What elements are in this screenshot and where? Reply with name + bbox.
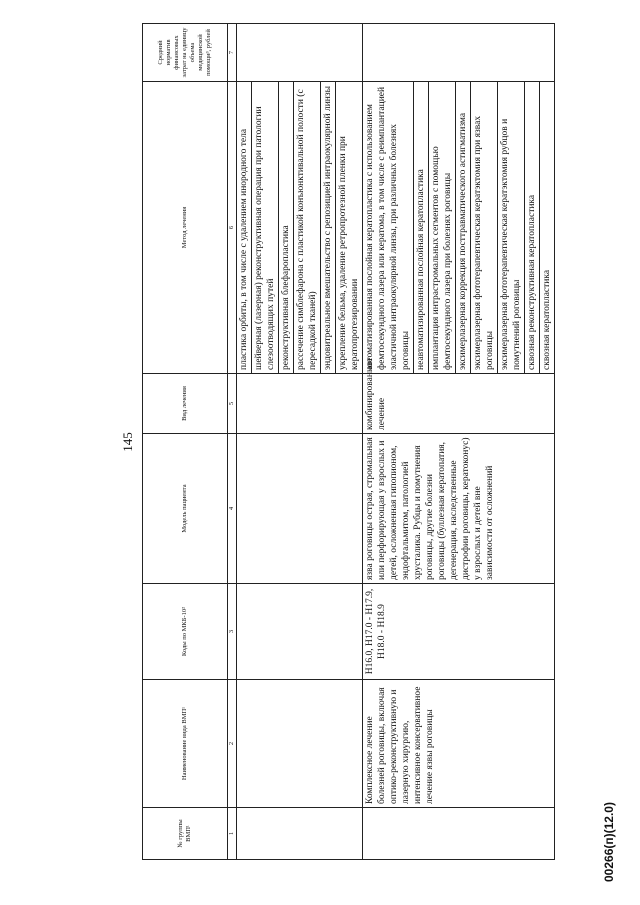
col-num: 7 bbox=[228, 24, 237, 82]
col-num: 5 bbox=[228, 374, 237, 434]
empty-cell bbox=[237, 374, 363, 434]
method-item: эксимерлазерная коррекция посттравматического астигматизма bbox=[456, 82, 471, 373]
column-number-row bbox=[228, 24, 237, 860]
col-num: 6 bbox=[228, 82, 237, 374]
method-item: эндовитреальное вмешательство с репозицией интраокулярной линзы bbox=[321, 82, 336, 373]
method-item: укрепление бельма, удаление ретропротезной пленки при кератопротезировании bbox=[338, 136, 360, 370]
carry-row bbox=[237, 24, 363, 860]
method-item: реконструктивная блефаропластика bbox=[279, 82, 294, 373]
col-num: 2 bbox=[228, 680, 237, 808]
model-cell: язва роговицы острая, стромальная или перфорирующая у взрослых и детей, осложненная гипопионом, эндофтальмитом, патологией хрусталика. Рубцы и помутнения роговицы, другие болезни роговицы (буллезная кератопатия, дегенерация, наследственные дистрофии роговицы, кератоконус) у взрослых и детей вне зависимости от осложнений bbox=[363, 434, 555, 584]
method-item: имплантация интрастромальных сегментов с помощью фемтосекундного лазера при болезнях роговицы bbox=[429, 82, 456, 373]
header-method: Метод лечения bbox=[143, 82, 228, 374]
carry-methods-cell bbox=[237, 82, 363, 374]
codes-cell: H16.0, H17.0 - H17.9, H18.0 - H18.9 bbox=[363, 584, 555, 680]
header-treatment: Вид лечения bbox=[143, 374, 228, 434]
col-num: 1 bbox=[228, 808, 237, 860]
col-num: 3 bbox=[228, 584, 237, 680]
method-item: шейверная (лазерная) реконструктивная операция при патологии слезоотводящих путей bbox=[252, 82, 279, 373]
method-item: автоматизированная послойная кератопластика с использованием фемтосекундного лазера или кератома, в том числе с реимплантацией эластичной интраокулярной линзы, при различных болезнях роговицы bbox=[363, 82, 414, 373]
header-name: Наименование вида ВМП¹ bbox=[143, 680, 228, 808]
header-codes: Коды по МКБ-10² bbox=[143, 584, 228, 680]
group-cell bbox=[363, 808, 555, 860]
header-cost: Средний норматив финансовых затрат на единицу объема медицинской помощи³, рублей bbox=[143, 24, 228, 82]
empty-cell bbox=[237, 680, 363, 808]
header-group: № группы ВМП¹ bbox=[143, 808, 228, 860]
method-item: эксимерлазерная фототерапевтическая кератэктомия при язвах роговицы bbox=[471, 82, 498, 373]
doc-code-wrap bbox=[600, 582, 618, 882]
empty-cell bbox=[237, 584, 363, 680]
col-num: 4 bbox=[228, 434, 237, 584]
method-item: сквозная реконструктивная кератопластика bbox=[525, 82, 540, 373]
header-row bbox=[143, 24, 228, 860]
method-item: неавтоматизированная послойная кератопластика bbox=[414, 82, 429, 373]
empty-cell bbox=[237, 434, 363, 584]
empty-cell bbox=[237, 808, 363, 860]
method-item: сквозная кератопластика bbox=[542, 269, 552, 370]
vmp-name-cell: Комплексное лечение болезней роговицы, включая оптико-реконструктивную и лазерную хирургию, интенсивное консервативное лечение язвы роговицы bbox=[363, 680, 555, 808]
rotated-page bbox=[104, 24, 552, 860]
doc-code: 00266(п)(12.0) bbox=[602, 802, 616, 882]
cost-cell bbox=[363, 24, 555, 82]
header-model: Модель пациента bbox=[143, 434, 228, 584]
methods-cell bbox=[363, 82, 555, 374]
empty-cell bbox=[237, 24, 363, 82]
vmp-row bbox=[363, 24, 555, 860]
method-item: пластика орбиты, в том числе с удалением инородного тела bbox=[237, 82, 252, 373]
method-item: эксимерлазерная фототерапевтическая кератэктомия рубцов и помутнений роговицы bbox=[498, 82, 525, 373]
page-number: 145 bbox=[120, 432, 135, 452]
treatment-cell: комбинированное лечение bbox=[363, 374, 555, 434]
vmp-table bbox=[142, 23, 555, 860]
method-item: рассечение симблефарона с пластикой конъюнктивальной полости (с пересадкой тканей) bbox=[294, 82, 321, 373]
